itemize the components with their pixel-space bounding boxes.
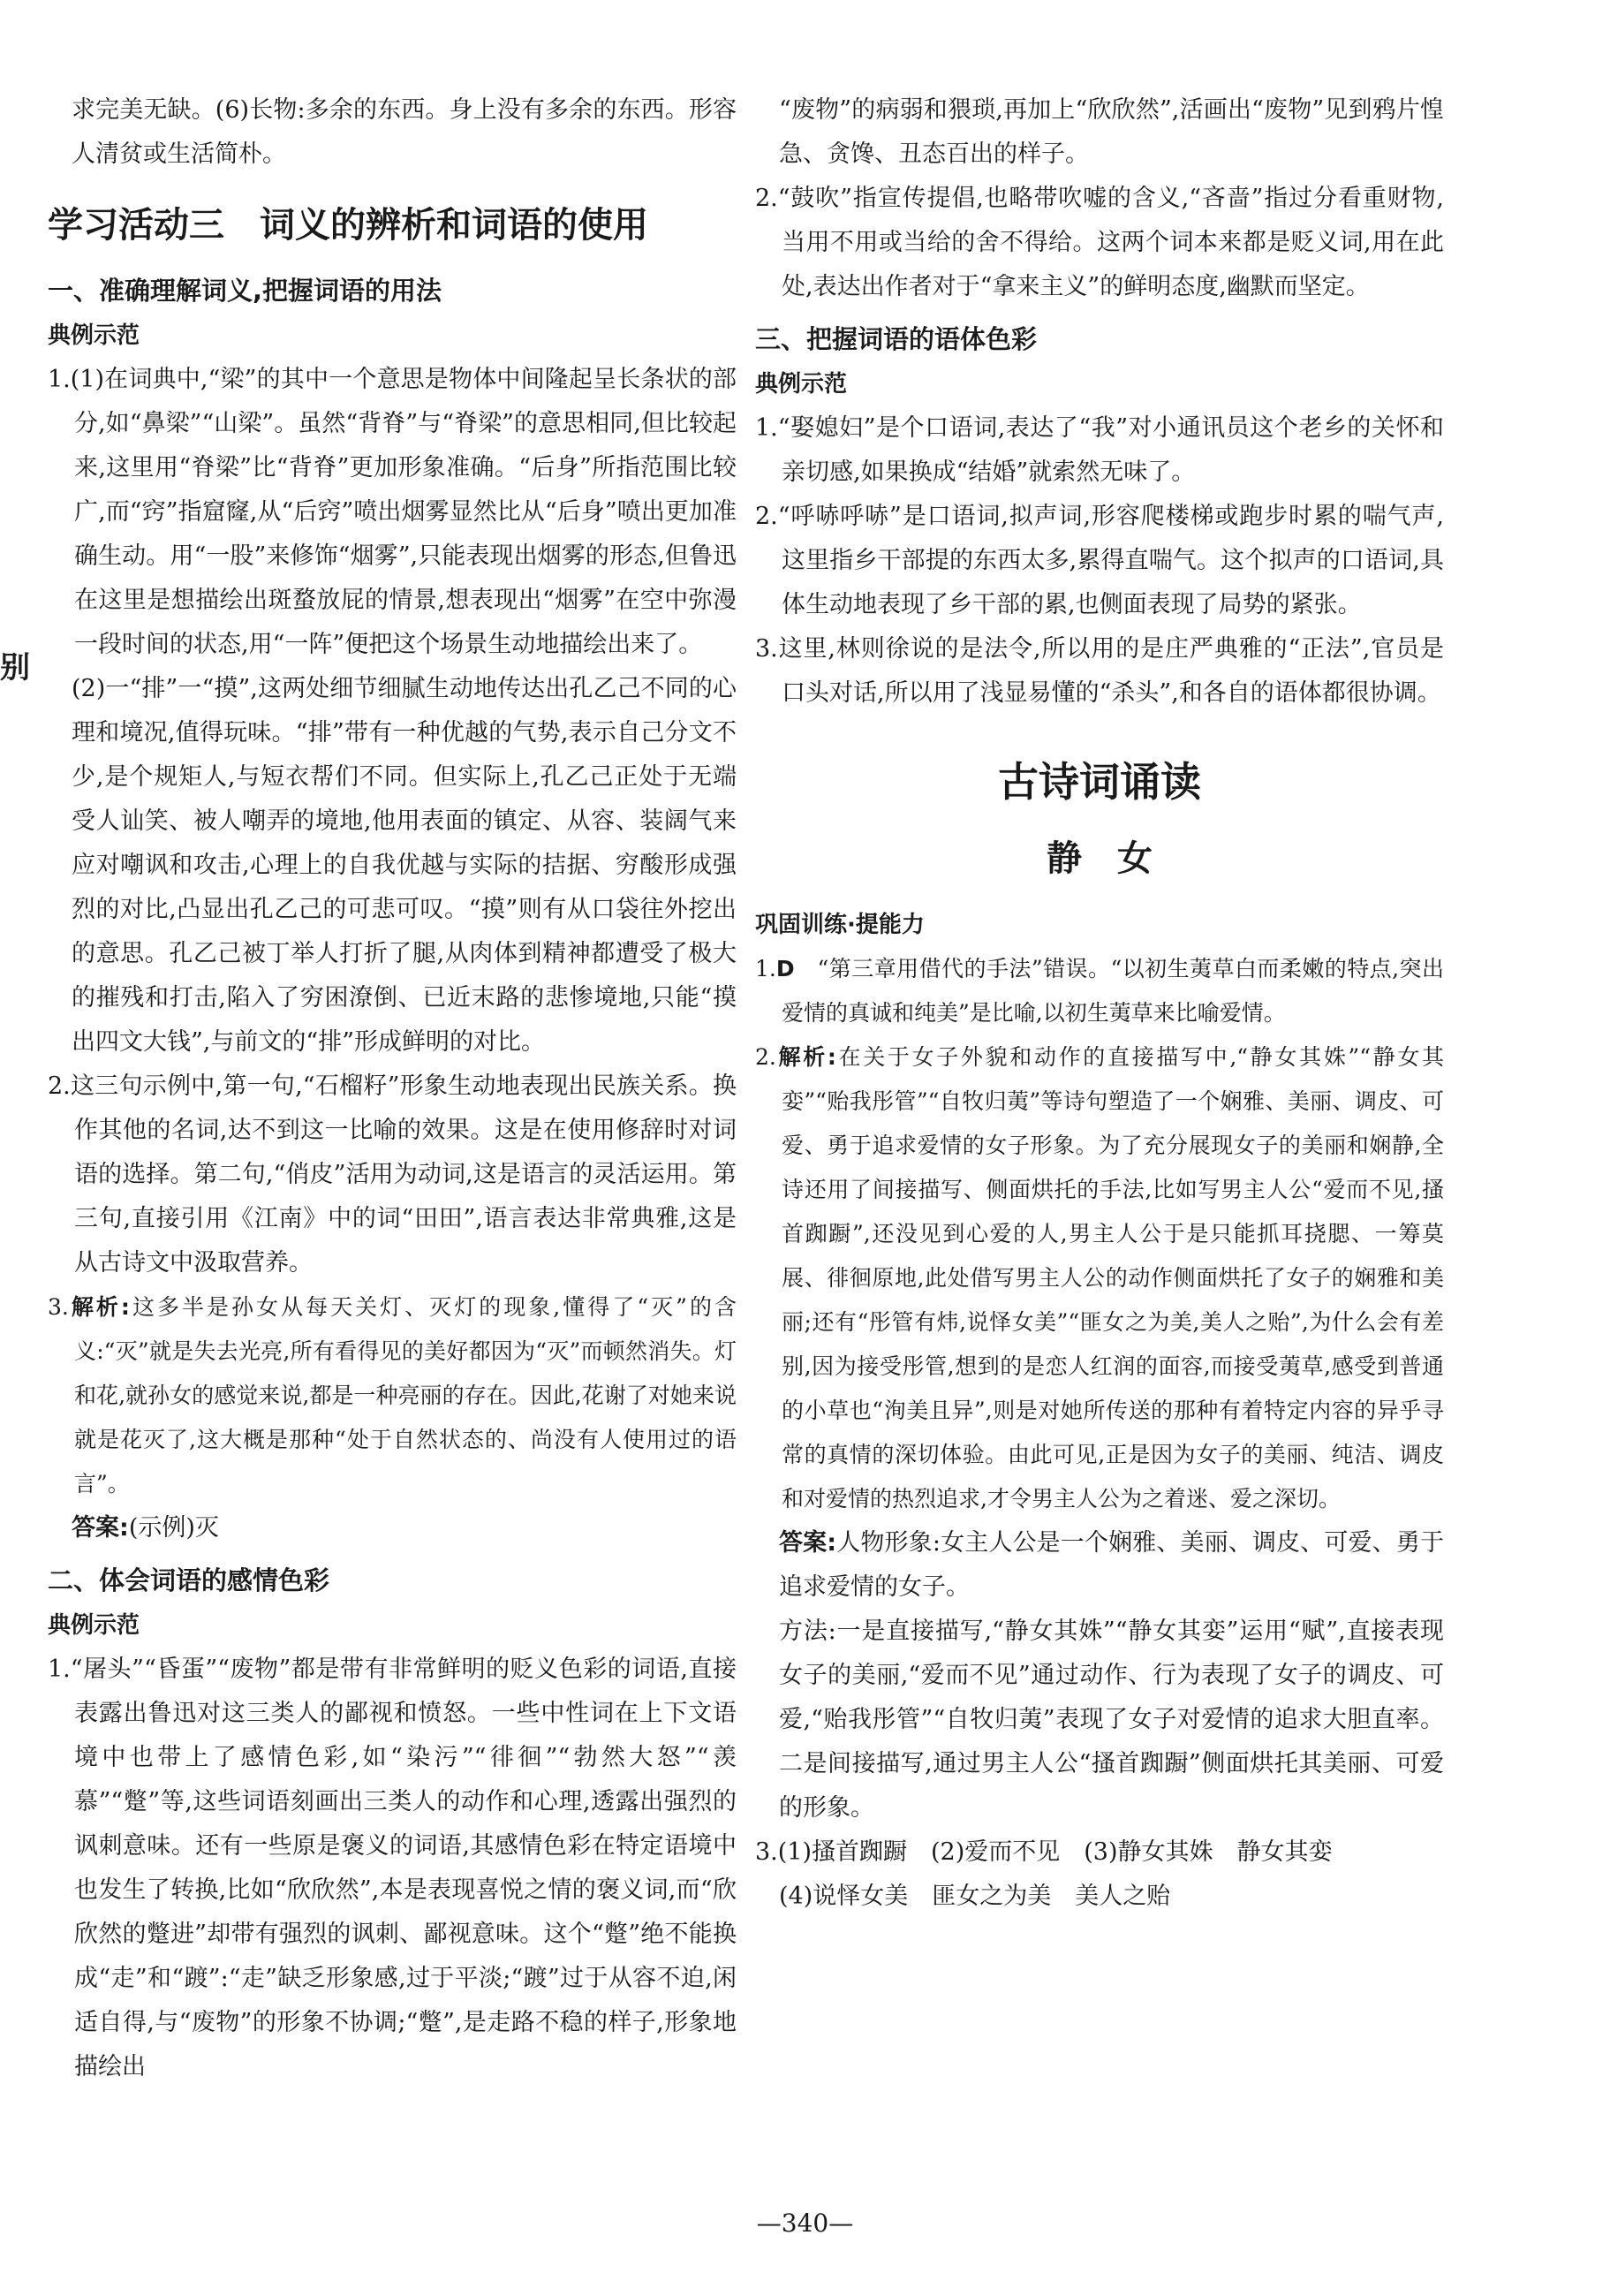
analysis-label: 解析:: [775, 1044, 836, 1070]
q1-explanation: “第三章用借代的手法”错误。“以初生荑草白而柔嫩的特点,突出爱情的真诚和纯美”是比喻,以初生荑草来比喻爱情。: [782, 956, 1444, 1026]
sec1-q2: 2.这三句示例中,第一句,“石榴籽”形象生动地表现出民族关系。换作其他的名词,达不到这一比喻的效果。这是在使用修辞时对词语的选择。第二句,“俏皮”活用为动词,这是语言的灵活运用。第三句,直接引用《江南》中的词“田田”,语言表达非常典雅,这是从古诗文中汲取营养。: [48, 1072, 737, 1277]
left-column: [48, 88, 737, 2089]
q2-number: 2.: [755, 1044, 776, 1070]
poem-q3-line2: (4)说怿女美 匪女之为美 美人之贻: [779, 1883, 1171, 1910]
sec2-q1-continued: “废物”的病弱和猥琐,再加上“欣欣然”,活画出“废物”见到鸦片惶急、贪馋、丑态百出的样子。: [779, 96, 1444, 168]
section-2-title: 二、体会词语的感情色彩: [48, 1565, 330, 1595]
sec1-answer: [48, 1506, 737, 1550]
poem-q3-line1: 3.(1)搔首踟蹰 (2)爱而不见 (3)静女其姝 静女其娈: [755, 1838, 1333, 1866]
analysis-label: 解析:: [68, 1294, 130, 1320]
q1-answer-letter: D: [775, 956, 795, 981]
sec3-q1: 1.“娶媳妇”是个口语词,表达了“我”对小通讯员这个老乡的关怀和亲切感,如果换成“结婚”就索然无味了。: [755, 414, 1444, 486]
right-column: [755, 88, 1444, 1919]
intro-paragraph: 求完美无缺。(6)长物:多余的东西。身上没有多余的东西。形容人清贫或生活简朴。: [72, 96, 737, 168]
training-label: 巩固训练·提能力: [755, 912, 925, 938]
poem-q1: [755, 947, 1444, 1035]
activity-title: 学习活动三 词义的辨析和词语的使用: [48, 205, 648, 246]
example-label: 典例示范: [755, 371, 848, 398]
sec3-q2: 2.“呼哧呼哧”是口语词,拟声词,形容爬楼梯或跑步时累的喘气声,这里指乡干部提的东西太多,累得直喘气。这个拟声的口语词,具体生动地表现了乡干部的累,也侧面表现了局势的紧张。: [755, 503, 1444, 618]
sec1-q3: [48, 1285, 737, 1506]
q3-analysis-text: 这多半是孙女从每天关灯、灭灯的现象,懂得了“灭”的含义:“灭”就是失去光亮,所有看得见的美好都因为“灭”而顿然消失。灯和花,就孙女的感觉来说,都是一种亮丽的存在。因此,花谢了对她来说就是花灭了,这大概是那种“处于自然状态的、尚没有人使用过的语言”。: [74, 1294, 737, 1497]
poem-q2-method: 方法:一是直接描写,“静女其姝”“静女其娈”运用“赋”,直接表现女子的美丽,“爱而不见”通过动作、行为表现了女子的调皮、可爱,“贻我彤管”“自牧归荑”表现了女子对爱情的追求大胆直率。二是间接描写,通过男主人公“搔首踟蹰”侧面烘托其美丽、可爱的形象。: [779, 1618, 1444, 1822]
sec1-q1-part1: 1.(1)在词典中,“梁”的其中一个意思是物体中间隆起呈长条状的部分,如“鼻梁”“山梁”。虽然“背脊”与“脊梁”的意思相同,但比较起来,这里用“脊梁”比“背脊”更加形象准确。“后身”所指范围比较广,而“窍”指窟窿,从“后窍”喷出烟雾显然比从“后身”喷出更加准确生动。用“一股”来修饰“烟雾”,只能表现出烟雾的形态,但鲁迅在这里是想描绘出斑蝥放屁的情景,想表现出“烟雾”在空中弥漫一段时间的状态,用“一阵”便把这个场景生动地描绘出来了。: [48, 366, 737, 658]
q3-number: 3.: [48, 1294, 69, 1320]
sec2-q2: 2.“鼓吹”指宣传提倡,也略带吹嘘的含义,“吝啬”指过分看重财物,当用不用或当给的舍不得给。这两个词本来都是贬义词,用在此处,表达出作者对于“拿来主义”的鲜明态度,幽默而坚定。: [755, 185, 1444, 300]
example-label: 典例示范: [48, 322, 140, 349]
side-mark: 别: [0, 650, 30, 686]
q2-analysis-text: 在关于女子外貌和动作的直接描写中,“静女其姝”“静女其娈”“贻我彤管”“自牧归荑”等诗句塑造了一个娴雅、美丽、调皮、可爱、勇于追求爱情的女子形象。为了充分展现女子的美丽和娴静,全诗还用了间接描写、侧面烘托的手法,比如写男主人公“爱而不见,搔首踟蹰”,还没见到心爱的人,男主人公于是只能抓耳挠腮、一筹莫展、徘徊原地,此处借写男主人公的动作侧面烘托了女子的娴雅和美丽;还有“彤管有炜,说怿女美”“匪女之为美,美人之贻”,为什么会有差别,因为接受彤管,想到的是恋人红润的面容,而接受荑草,感受到普通的小草也“洵美且异”,则是对她所传送的那种有着特定内容的异乎寻常的真情的深切体验。由此可见,正是因为女子的美丽、纯洁、调皮和对爱情的热烈追求,才令男主人公为之着迷、爱之深切。: [782, 1044, 1445, 1512]
poem-q2: [755, 1035, 1444, 1521]
q2-answer-text: 人物形象:女主人公是一个娴雅、美丽、调皮、可爱、勇于追求爱情的女子。: [779, 1529, 1444, 1601]
answer-label: 答案:: [779, 1529, 837, 1557]
section-1-title: 一、准确理解词义,把握词语的用法: [48, 276, 442, 306]
chapter-title: 古诗词诵读: [998, 758, 1201, 806]
answer-text: (示例)灭: [128, 1514, 219, 1542]
sec2-q1: 1.“屠头”“昏蛋”“废物”都是带有非常鲜明的贬义色彩的词语,直接表露出鲁迅对这三类人的鄙视和愤怒。一些中性词在上下文语境中也带上了感情色彩,如“染污”“徘徊”“勃然大怒”“羡慕”“蹩”等,这些词语刻画出三类人的动作和心理,透露出强烈的讽刺意味。还有一些原是褒义的词语,其感情色彩在特定语境中也发生了转换,比如“欣欣然”,本是表现喜悦之情的褒义词,而“欣欣然的蹩进”却带有强烈的讽刺、鄙视意味。这个“蹩”绝不能换成“走”和“踱”:“走”缺乏形象感,过于平淡;“踱”过于从容不迫,闲适自得,与“废物”的形象不协调;“蹩”,是走路不稳的样子,形象地描绘出: [48, 1656, 737, 2080]
poem-q2-answer: [755, 1521, 1444, 1610]
example-label: 典例示范: [48, 1612, 140, 1639]
section-3-title: 三、把握词语的语体色彩: [755, 324, 1038, 354]
sec1-q1-part2: (2)一“排”一“摸”,这两处细节细腻生动地传达出孔乙己不同的心理和境况,值得玩味。“排”带有一种优越的气势,表示自己分文不少,是个规矩人,与短衣帮们不同。但实际上,孔乙己正处于无端受人讪笑、被人嘲弄的境地,他用表面的镇定、从容、装阔气来应对嘲讽和攻击,心理上的自我优越与实际的拮据、穷酸形成强烈的对比,凸显出孔乙己的可悲可叹。“摸”则有从口袋往外挖出的意思。孔乙己被丁举人打折了腿,从肉体到精神都遭受了极大的摧残和打击,陷入了穷困潦倒、已近末路的悲惨境地,只能“摸出四文大钱”,与前文的“排”形成鲜明的对比。: [72, 675, 737, 1056]
page-number: —340—: [756, 2209, 854, 2238]
q1-number: 1.: [755, 956, 776, 981]
sec3-q3: 3.这里,林则徐说的是法令,所以用的是庄严典雅的“正法”,官员是口头对话,所以用了浅显易懂的“杀头”,和各自的语体都很协调。: [755, 635, 1444, 707]
answer-label: 答案:: [72, 1514, 129, 1542]
poem-title: 静 女: [1047, 838, 1153, 879]
